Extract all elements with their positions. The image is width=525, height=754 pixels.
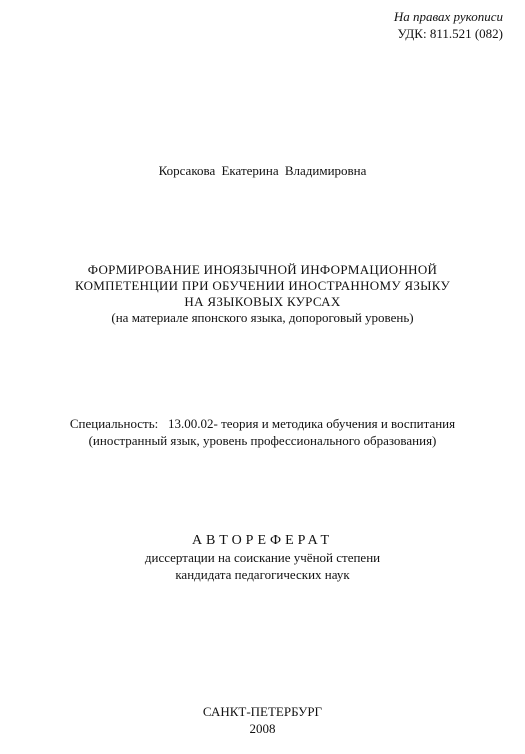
thesis-title — [20, 262, 505, 326]
title-line-2: КОМПЕТЕНЦИИ ПРИ ОБУЧЕНИИ ИНОСТРАННОМУ ЯЗЫКУ — [74, 278, 451, 293]
city: САНКТ-ПЕТЕРБУРГ — [202, 704, 323, 719]
year: 2008 — [249, 721, 276, 736]
author-name: Корсакова Екатерина Владимировна — [158, 163, 367, 178]
specialty-line-2: (иностранный язык, уровень профессионального образования) — [88, 433, 437, 448]
title-line-1: ФОРМИРОВАНИЕ ИНОЯЗЫЧНОЙ ИНФОРМАЦИОННОЙ — [87, 262, 438, 277]
specialty-block — [16, 415, 509, 449]
title-subtitle: (на материале японского языка, допороговый уровень) — [111, 310, 414, 325]
abstract-line-2: кандидата педагогических наук — [175, 567, 350, 582]
footer-block — [0, 703, 525, 737]
title-line-3: НА ЯЗЫКОВЫХ КУРСАХ — [184, 294, 341, 309]
specialty-line-1: Специальность: 13.00.02- теория и методика обучения и воспитания — [69, 416, 456, 431]
abstract-line-1: диссертации на соискание учёной степени — [144, 550, 381, 565]
udc-code: УДК: 811.521 (082) — [397, 26, 503, 41]
header-block — [394, 8, 503, 42]
rights-notice: На правах рукописи — [393, 9, 503, 24]
abstract-heading: АВТОРЕФЕРАТ — [191, 533, 334, 548]
abstract-block — [0, 532, 525, 583]
